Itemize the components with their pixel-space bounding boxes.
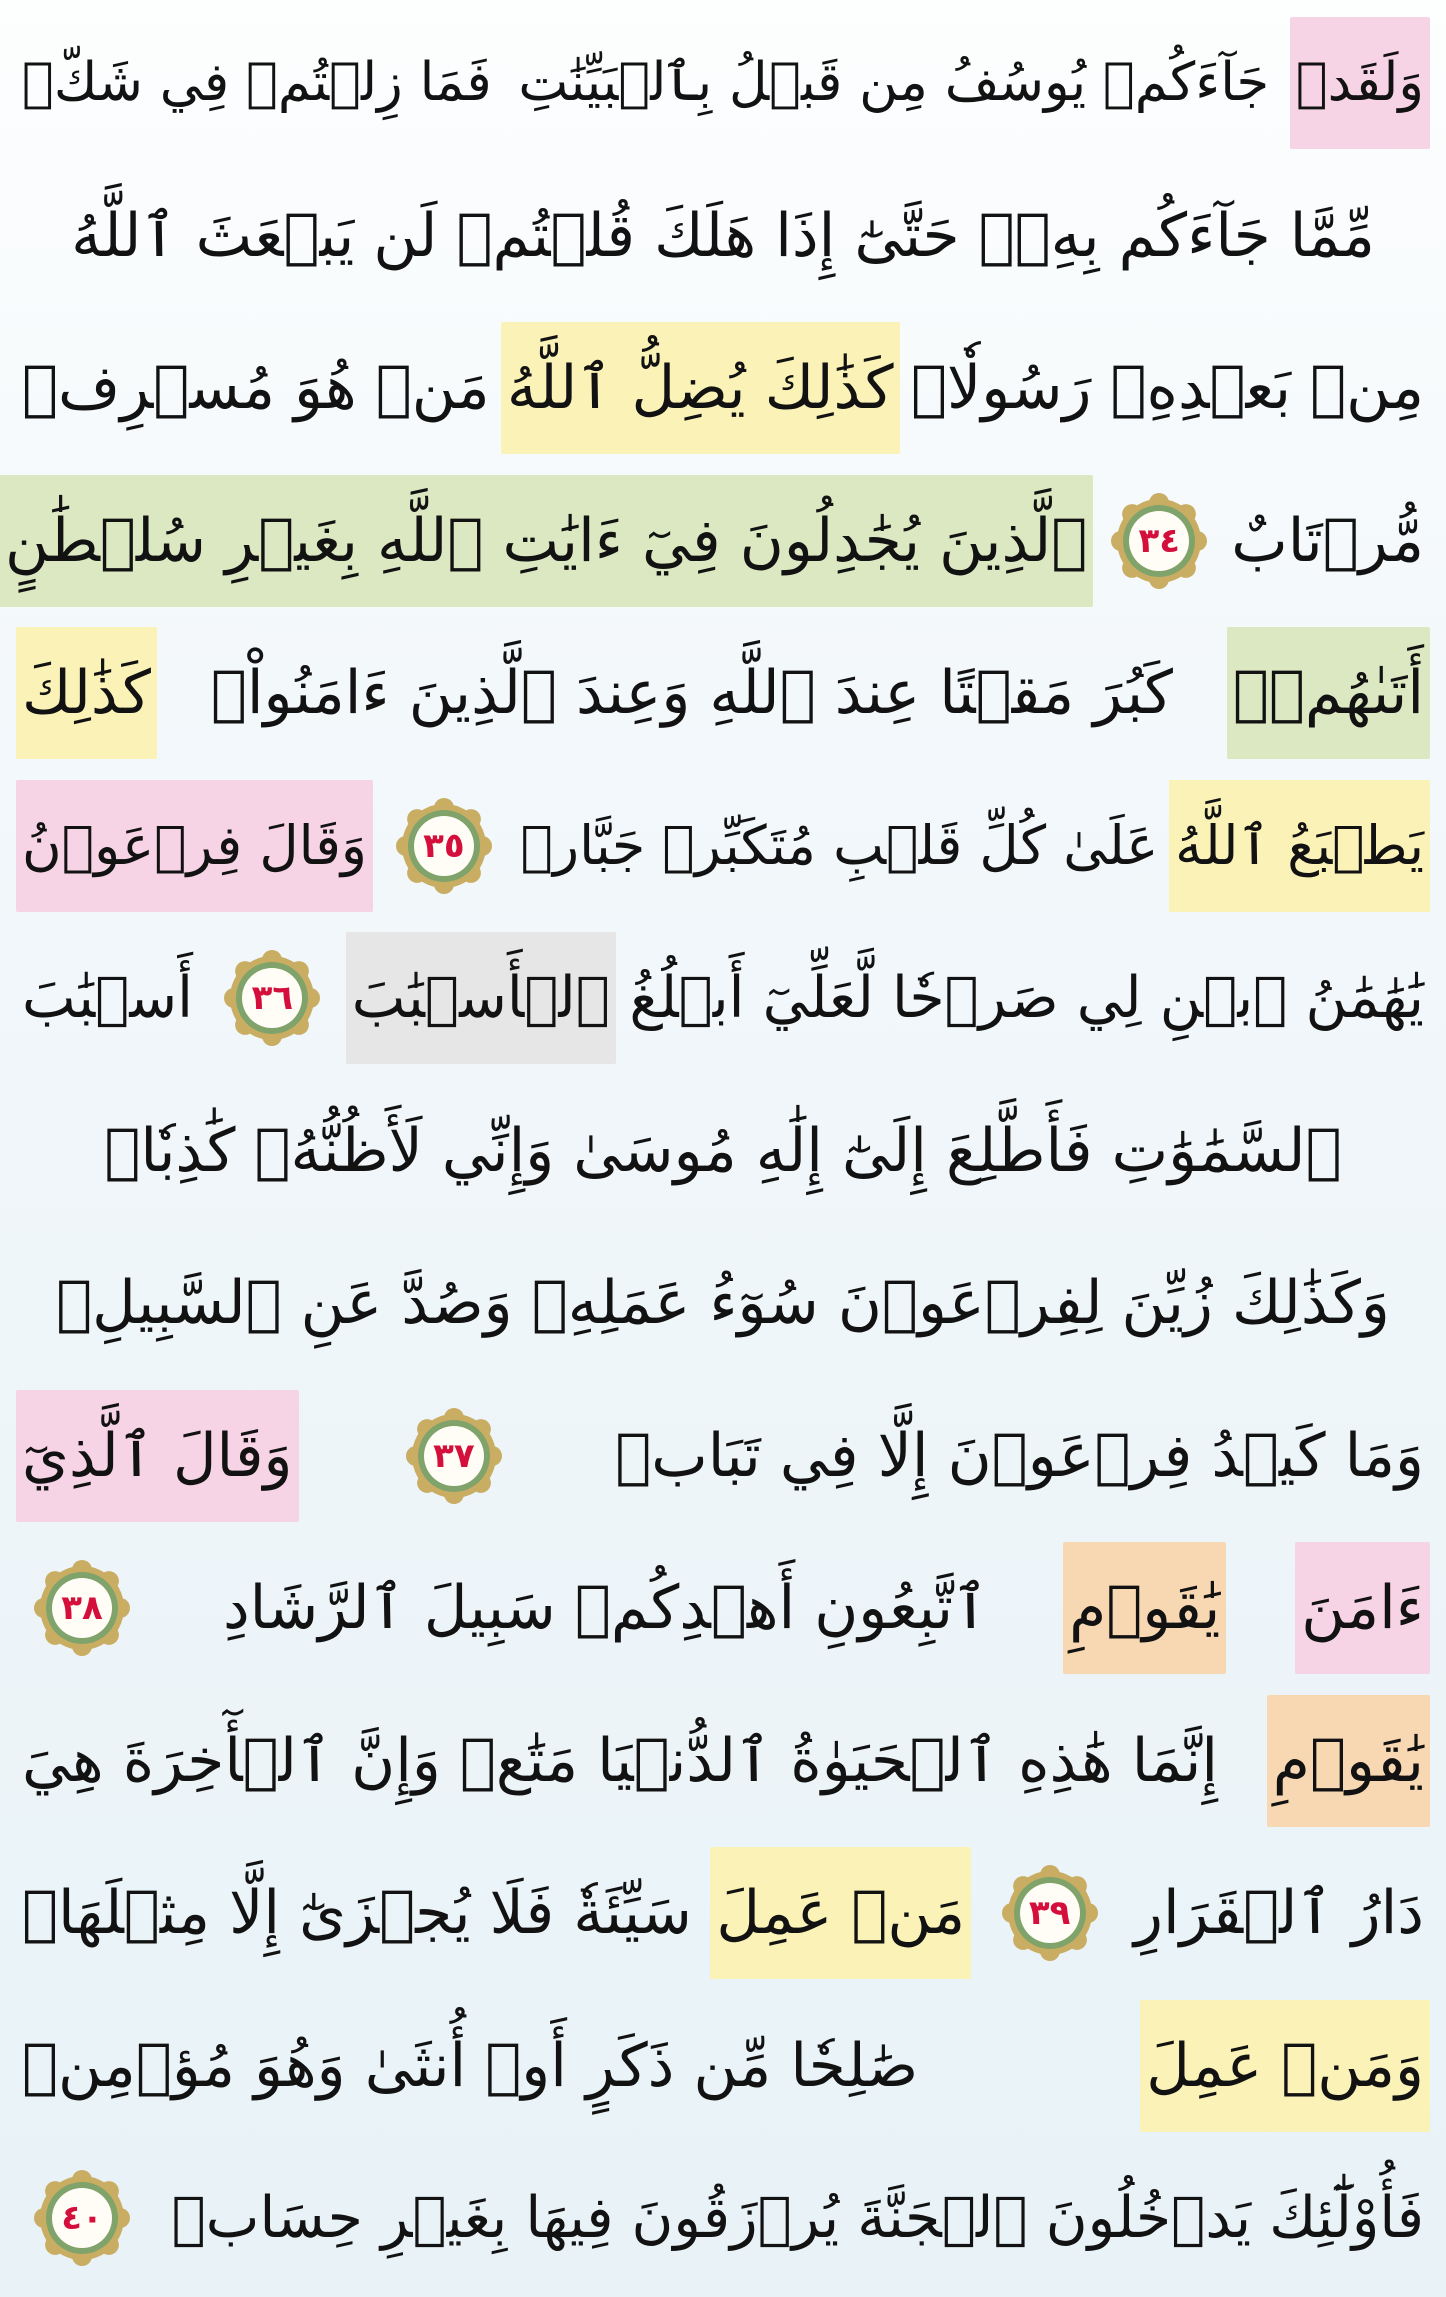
verse-text: فَمَا زِلۡتُمۡ فِي شَكّٖ xyxy=(22,52,492,113)
highlighted-phrase: ءَامَنَ xyxy=(1295,1542,1430,1674)
highlighted-phrase: أَتَىٰهُمۡۖ xyxy=(1227,627,1430,759)
ayah-end-marker xyxy=(388,790,500,902)
verse-line xyxy=(16,1228,1430,1378)
highlighted-phrase: مَنۡ عَمِلَ xyxy=(710,1847,971,1979)
verse-line xyxy=(16,1686,1430,1836)
verse-line xyxy=(16,1533,1430,1683)
ayah-end-marker xyxy=(1103,485,1215,597)
verse-line xyxy=(16,771,1430,921)
ayah-end-marker xyxy=(26,1552,138,1664)
verse-text: كَبُرَ مَقۡتًا عِندَ ٱللَّهِ وَعِندَ ٱلَّذِينَ ءَامَنُواْۚ xyxy=(210,658,1173,728)
verse-text: سَيِّئَةٗ فَلَا يُجۡزَىٰٓ إِلَّا مِثۡلَهَاۖ xyxy=(22,1878,692,1948)
verse-line xyxy=(16,2143,1430,2293)
verse-line xyxy=(16,161,1430,311)
highlighted-phrase: وَمَنۡ عَمِلَ xyxy=(1140,2000,1430,2132)
verse-text: أَسۡبَٰبَ xyxy=(22,965,193,1031)
verse-line xyxy=(16,313,1430,463)
verse-text: مِّمَّا جَآءَكُم بِهِۦۖ حَتَّىٰٓ إِذَا هَلَكَ قُلۡتُمۡ لَن يَبۡعَثَ ٱللَّهُ xyxy=(71,200,1375,271)
ayah-number: ٣٥ xyxy=(423,825,465,866)
highlighted-phrase: ٱلَّذِينَ يُجَٰدِلُونَ فِيٓ ءَايَٰتِ ٱللَّهِ بِغَيۡرِ سُلۡطَٰنٍ xyxy=(0,475,1093,607)
ayah-end-marker xyxy=(398,1400,510,1512)
verse-line xyxy=(16,1838,1430,1988)
verse-line xyxy=(16,1076,1430,1226)
verse-text: مِنۢ بَعۡدِهِۦ رَسُولٗاۚ xyxy=(910,353,1424,423)
verse-line xyxy=(16,923,1430,1073)
ayah-number: ٤٠ xyxy=(61,2198,103,2238)
verse-text: دَارُ ٱلۡقَرَارِ xyxy=(1134,1878,1424,1948)
ayah-end-marker xyxy=(994,1857,1106,1969)
verse-text: يَٰهَٰمَٰنُ ٱبۡنِ لِي صَرۡحٗا لَّعَلِّيٓ أَبۡلُغُ xyxy=(629,965,1424,1031)
ayah-number: ٣٨ xyxy=(61,1588,103,1628)
highlighted-phrase: وَقَالَ ٱلَّذِيٓ xyxy=(16,1390,299,1522)
verse-line xyxy=(16,618,1430,768)
verse-line xyxy=(5,466,1430,616)
ayah-number: ٣٤ xyxy=(1138,520,1181,561)
verse-text: عَلَىٰ كُلِّ قَلۡبِ مُتَكَبِّرٖ جَبَّارٖ xyxy=(520,813,1159,877)
verse-line xyxy=(16,8,1430,158)
verse-text: وَمَا كَيۡدُ فِرۡعَوۡنَ إِلَّا فِي تَبَابٖ xyxy=(615,1420,1424,1491)
verse-text: مُّرۡتَابٌ xyxy=(1231,505,1424,576)
highlighted-phrase: كَذَٰلِكَ يُضِلُّ ٱللَّهُ xyxy=(501,322,900,454)
ayah-number: ٣٩ xyxy=(1028,1893,1071,1933)
highlighted-phrase: ٱلۡأَسۡبَٰبَ xyxy=(346,932,616,1064)
highlighted-phrase: يَٰقَوۡمِ xyxy=(1063,1542,1226,1674)
highlighted-phrase: يَطۡبَعُ ٱللَّهُ xyxy=(1169,780,1430,912)
verse-text: إِنَّمَا هَٰذِهِ ٱلۡحَيَوٰةُ ٱلدُّنۡيَا مَتَٰعٞ وَإِنَّ ٱلۡأٓخِرَةَ هِيَ xyxy=(22,1725,1219,1796)
verse-text: جَآءَكُمۡ يُوسُفُ مِن قَبۡلُ بِٱلۡبَيِّنَٰتِ xyxy=(518,52,1270,113)
highlighted-phrase: وَلَقَدۡ xyxy=(1290,17,1430,149)
verse-text: مَنۡ هُوَ مُسۡرِفٞ xyxy=(22,353,490,423)
verse-text: ٱتَّبِعُونِ أَهۡدِكُمۡ سَبِيلَ ٱلرَّشَادِ xyxy=(222,1573,989,1643)
verse-text: ٱلسَّمَٰوَٰتِ فَأَطَّلِعَ إِلَىٰٓ إِلَٰهِ مُوسَىٰ وَإِنِّي لَأَظُنُّهُۥ كَٰذِبٗاۚ xyxy=(104,1115,1342,1186)
verse-text: وَكَذَٰلِكَ زُيِّنَ لِفِرۡعَوۡنَ سُوٓءُ عَمَلِهِۦ وَصُدَّ عَنِ ٱلسَّبِيلِۚ xyxy=(56,1268,1390,1338)
verse-line xyxy=(16,1991,1430,2141)
ayah-end-marker xyxy=(216,942,328,1054)
ayah-number: ٣٧ xyxy=(433,1435,475,1476)
verse-text: فَأُوْلَٰٓئِكَ يَدۡخُلُونَ ٱلۡجَنَّةَ يُرۡزَقُونَ فِيهَا بِغَيۡرِ حِسَابٖ xyxy=(171,2185,1424,2251)
highlighted-phrase: يَٰقَوۡمِ xyxy=(1267,1695,1430,1827)
ayah-number: ٣٦ xyxy=(251,978,294,1018)
highlighted-phrase: وَقَالَ فِرۡعَوۡنُ xyxy=(16,780,373,912)
verse-line xyxy=(16,1381,1430,1531)
highlighted-phrase: كَذَٰلِكَ xyxy=(16,627,157,759)
ayah-end-marker xyxy=(26,2162,138,2274)
verse-text: صَٰلِحٗا مِّن ذَكَرٍ أَوۡ أُنثَىٰ وَهُوَ مُؤۡمِنٞ xyxy=(22,2030,919,2101)
